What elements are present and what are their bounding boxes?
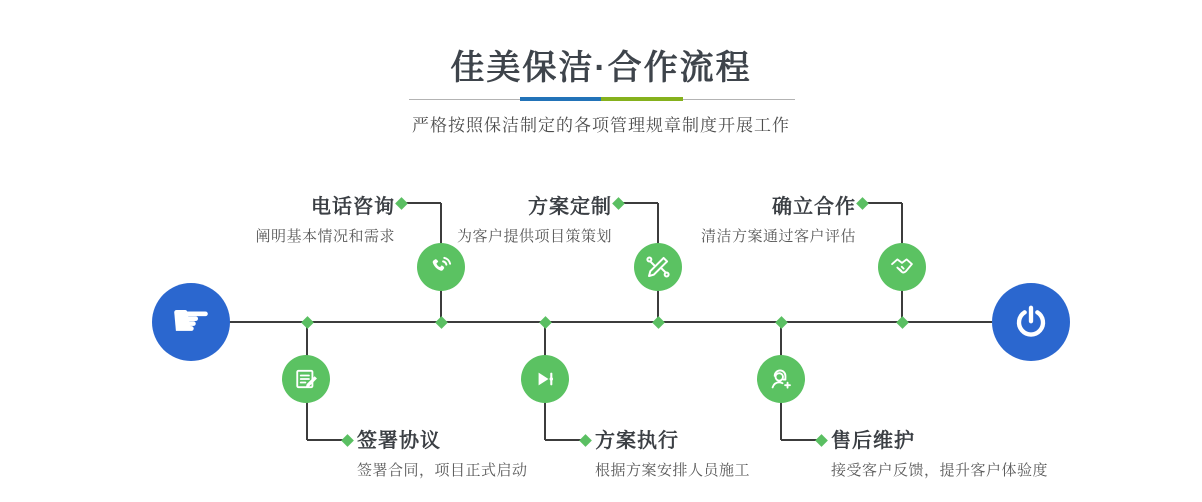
timeline [229,321,992,323]
step-desc: 清洁方案通过客户评估 [700,228,856,245]
timeline-node-diamond [652,316,665,329]
play-execute-icon [531,365,559,393]
headset-plus-icon [767,365,795,393]
divider-green-segment [601,97,683,101]
timeline-node-diamond [435,316,448,329]
step-node-contract [282,355,330,403]
pointing-hand-icon: ☛ [170,293,212,347]
step-desc: 为客户提供项目策策划 [456,228,612,245]
step-title: 方案执行 [595,430,679,452]
timeline-node-diamond [301,316,314,329]
step-title: 签署协议 [357,430,441,452]
timeline-node-diamond [896,316,909,329]
handshake-icon [888,253,916,281]
flow-end-node [992,283,1070,361]
phone-call-icon [427,253,455,281]
contract-sign-icon [292,365,320,393]
timeline-node-diamond [539,316,552,329]
step-label-aftersales [831,424,1131,480]
step-desc: 阐明基本情况和需求 [255,228,395,245]
step-desc: 根据方案安排人员施工 [595,462,751,479]
page-title: 佳美保洁·合作流程 [450,49,752,87]
step-node-phone [417,243,465,291]
step-node-execution [521,355,569,403]
timeline-node-diamond [775,316,788,329]
divider-blue-segment [520,97,601,101]
step-title: 电话咨询 [311,196,395,218]
step-node-aftersales [757,355,805,403]
label-anchor-diamond [341,434,354,447]
step-title: 确立合作 [772,196,856,218]
step-title: 方案定制 [528,196,612,218]
label-anchor-diamond [856,197,869,210]
flow-start-node [152,283,230,361]
step-node-cooperation [878,243,926,291]
power-icon [1011,302,1051,342]
step-label-cooperation [596,190,856,246]
step-label-plan [352,190,612,246]
page-subtitle: 严格按照保洁制定的各项管理规章制度开展工作 [412,116,790,135]
step-node-plan [634,243,682,291]
step-desc: 签署合同，项目正式启动 [357,462,528,479]
pencil-wrench-icon [644,253,672,281]
step-desc: 接受客户反馈，提升客户体验度 [831,462,1049,479]
step-title: 售后维护 [831,430,915,452]
